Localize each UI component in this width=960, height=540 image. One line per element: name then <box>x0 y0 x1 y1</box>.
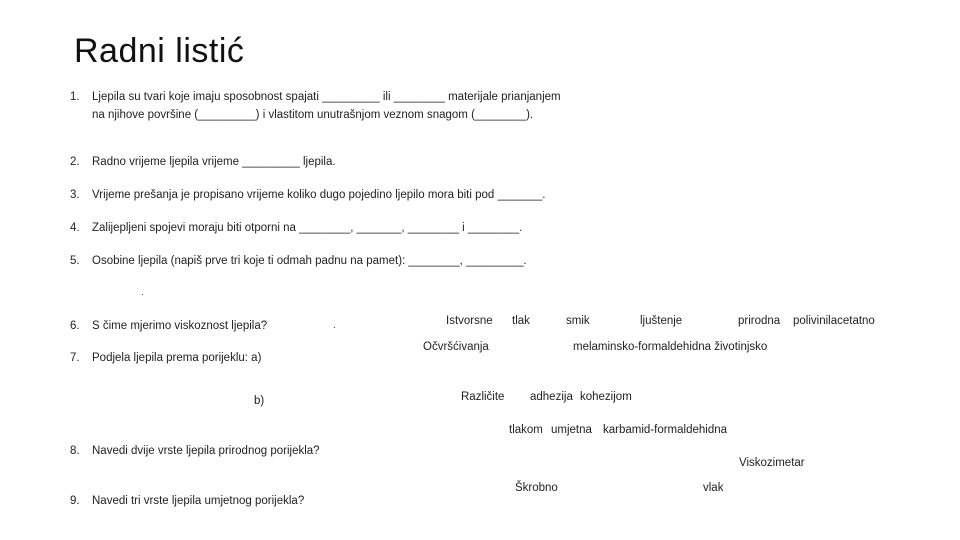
stray-dot: . <box>333 320 336 331</box>
word-bank-item: kohezijom <box>580 391 632 403</box>
word-bank-item: Škrobno <box>515 482 558 494</box>
question-5: 5. Osobine ljepila (napiš prve tri koje ti odmah padnu na pamet): ________, _________. <box>70 255 527 267</box>
question-8: 8. Navedi dvije vrste ljepila prirodnog porijekla? <box>70 445 320 457</box>
word-bank-item: melaminsko-formaldehidna životinjsko <box>573 341 768 353</box>
word-bank-item: Viskozimetar <box>739 457 805 469</box>
question-2: 2. Radno vrijeme ljepila vrijeme _________ ljepila. <box>70 156 336 168</box>
word-bank-item: adhezija <box>530 391 573 403</box>
word-bank-item: Očvršćivanja <box>423 341 489 353</box>
question-3: 3. Vrijeme prešanja je propisano vrijeme koliko dugo pojedino ljepilo mora biti pod _______. <box>70 189 546 201</box>
word-bank-item: umjetna <box>551 424 592 436</box>
word-bank-item: smik <box>566 315 590 327</box>
word-bank-item: Istvorsne <box>446 315 493 327</box>
question-6: 6. S čime mjerimo viskoznost ljepila? <box>70 320 268 332</box>
word-bank-item: tlak <box>512 315 530 327</box>
question-7b: b) <box>254 395 265 407</box>
word-bank-item: karbamid-formaldehidna <box>603 424 728 436</box>
page-title: Radni listić <box>74 32 245 70</box>
question-1: 1. Ljepila su tvari koje imaju sposobnost spajati _________ ili ________ materijale prianjanjem na njihove površine (_________) i vlastitom unutrašnjom veznom snagom (________). <box>70 91 561 121</box>
word-bank-item: vlak <box>703 482 724 494</box>
word-bank-item: polivinilacetatno <box>793 315 875 327</box>
question-7: 7. Podjela ljepila prema porijeklu: a) <box>70 352 262 364</box>
word-bank-item: Različite <box>461 391 505 403</box>
word-bank-item: tlakom <box>509 424 543 436</box>
question-9: 9. Navedi tri vrste ljepila umjetnog porijekla? <box>70 495 305 507</box>
word-bank-item: ljuštenje <box>640 315 683 327</box>
word-bank-item: prirodna <box>738 315 781 327</box>
question-4: 4. Zalijepljeni spojevi moraju biti otporni na ________, _______, ________ i ________. <box>70 222 523 234</box>
stray-dot: . <box>141 287 144 298</box>
